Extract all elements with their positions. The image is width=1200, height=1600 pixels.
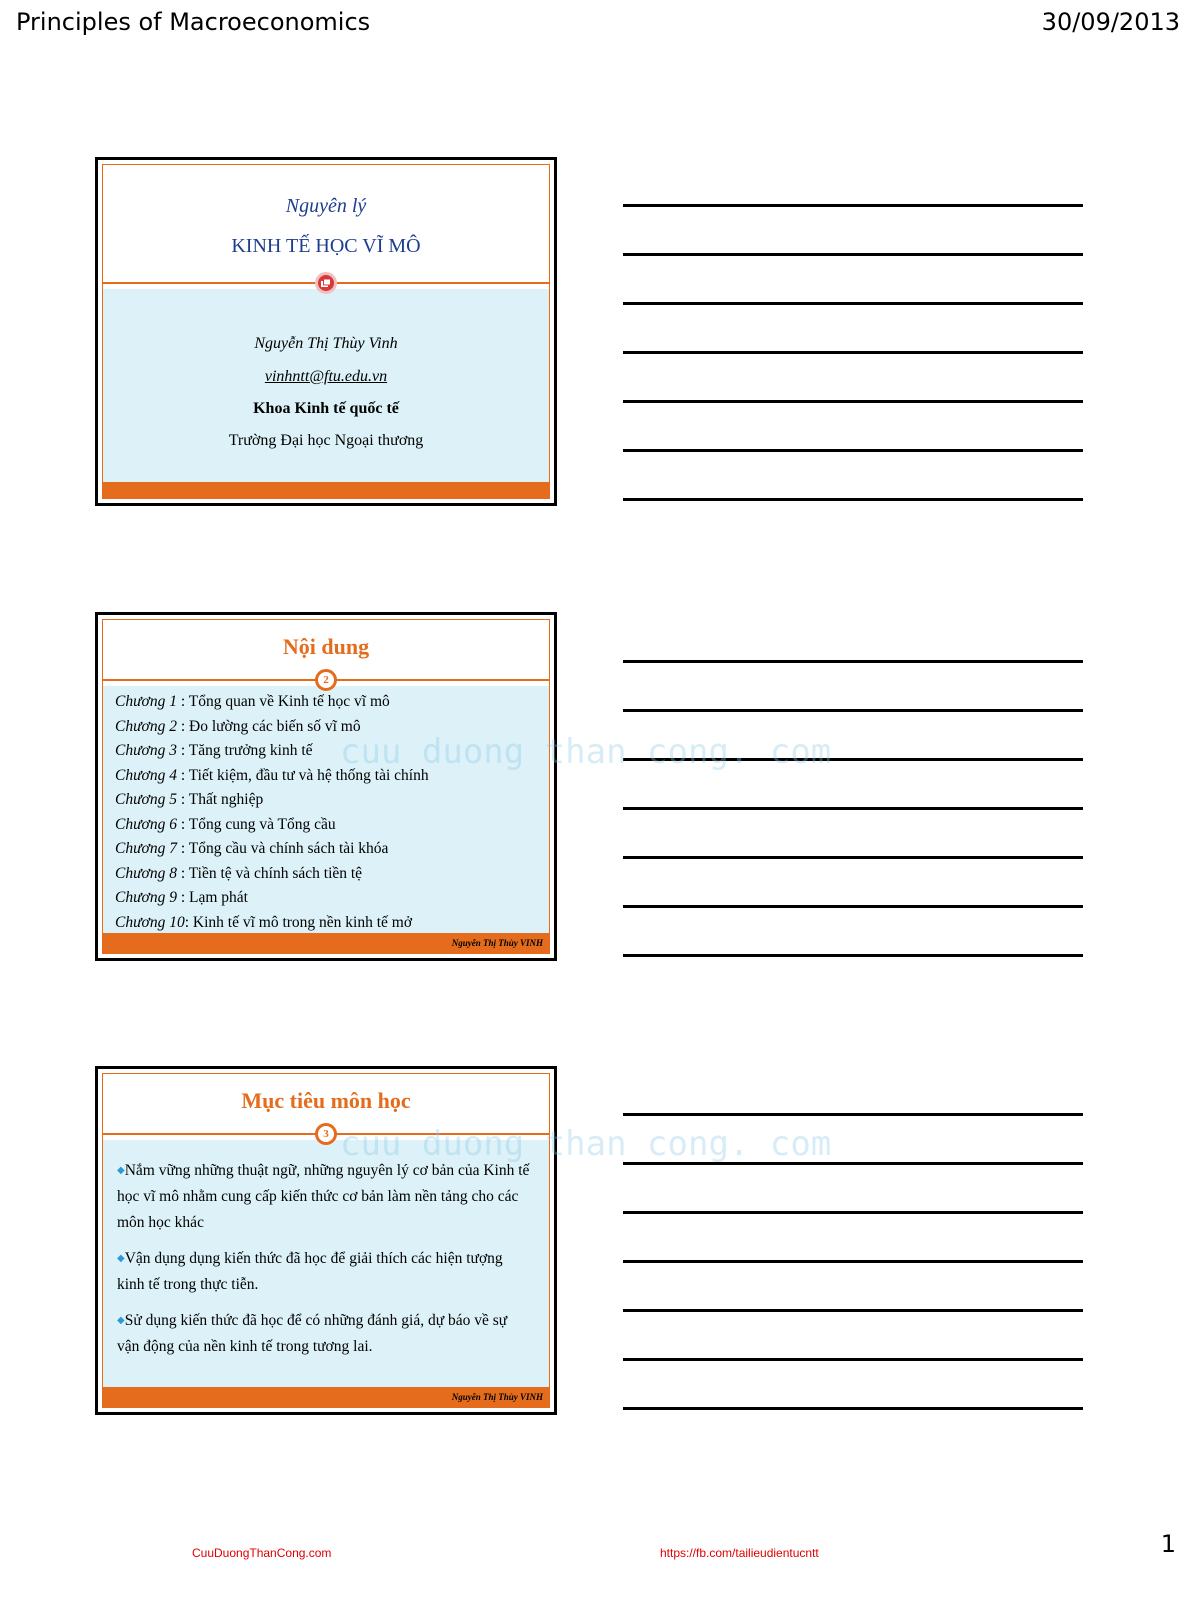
chapter-item [115, 813, 541, 838]
chapter-number: Chương 1 [115, 693, 177, 710]
chapter-separator: : [176, 742, 189, 759]
watermark: cuu duong than cong. com [340, 732, 832, 772]
chapter-separator: : [176, 766, 189, 784]
chapter-item [115, 837, 541, 862]
chapter-title: Kinh tế vĩ mô trong nền kinh tế mở [192, 913, 413, 931]
author-name: Nguyễn Thị Thùy Vinh [254, 335, 398, 352]
chapter-number: Chương 9 [115, 889, 177, 906]
chapter-title: Tổng cung và Tổng cầu [188, 815, 336, 833]
chapter-item [115, 764, 541, 789]
diamond-bullet-icon: ◆ [117, 1165, 125, 1176]
note-line [623, 1113, 1083, 1116]
chapter-title: Tổng cầu và chính sách tài khóa [188, 840, 389, 857]
chapter-item [115, 715, 541, 740]
note-line [623, 954, 1083, 957]
chapter-separator: : [176, 864, 189, 882]
page-header-date: 30/09/2013 [1041, 8, 1180, 36]
chapter-title: Đo lường các biến số vĩ mô [189, 717, 361, 735]
chapter-item [115, 886, 541, 911]
chapter-number: Chương 4 [115, 766, 177, 784]
chapter-item [115, 862, 541, 887]
note-line [623, 807, 1083, 810]
note-line [623, 1260, 1083, 1263]
objective-text: Sử dụng kiến thức đã học để có những đánh giá, dự báo về sự vận động của nền kinh tế trong tương lai. [117, 1312, 508, 1355]
page-header-title: Principles of Macroeconomics [16, 8, 371, 36]
chapter-title: Tăng trưởng kinh tế [188, 742, 313, 759]
slide-2-frame [102, 619, 550, 954]
note-line [623, 204, 1083, 207]
diamond-bullet-icon: ◆ [117, 1315, 125, 1326]
note-line [623, 1407, 1083, 1410]
objective-text: Vận dụng dụng kiến thức đã học để giải thích các hiện tượng kinh tế trong thực tiễn. [117, 1250, 503, 1293]
note-line [623, 253, 1083, 256]
chapter-number: Chương 5 [115, 791, 177, 808]
slide-number-badge: 3 [315, 1123, 337, 1145]
note-line [623, 660, 1083, 663]
note-line [623, 1358, 1083, 1361]
diamond-bullet-icon: ◆ [117, 1253, 125, 1264]
slide-number-badge: 2 [315, 669, 337, 691]
university: Trường Đại học Ngoại thương [228, 432, 424, 449]
note-line [623, 1211, 1083, 1214]
objective-text: Nắm vững những thuật ngữ, những nguyên lý cơ bản của Kinh tế học vĩ mô nhằm cung cấp kiến thức cơ bản làm nền tảng cho các môn học khác [117, 1162, 530, 1231]
slide-footer: Nguyễn Thị Thùy VINH [103, 1387, 549, 1407]
chapter-item [115, 739, 541, 764]
chapter-item [115, 911, 541, 936]
slide-2 [95, 612, 557, 961]
slide-footer: Nguyễn Thị Thùy VINH [103, 933, 549, 953]
chapter-item [115, 690, 541, 715]
chapter-title: Thất nghiệp [188, 791, 264, 808]
chapter-separator: : [176, 815, 189, 833]
note-line [623, 758, 1083, 761]
chapter-number: Chương 8 [115, 864, 177, 882]
chapter-separator: : [184, 913, 193, 931]
objective-item [117, 1308, 533, 1360]
slide-1 [95, 157, 557, 506]
chapter-number: Chương 7 [115, 840, 177, 857]
footer-link: https://fb.com/tailieudientucntt [660, 1546, 819, 1560]
slide-body [103, 289, 549, 498]
author-email: vinhntt@ftu.edu.vn [264, 368, 388, 385]
chapter-number: Chương 2 [115, 717, 177, 735]
note-line [623, 302, 1083, 305]
slides-icon [321, 279, 331, 288]
chapter-list [115, 690, 541, 935]
chapter-title: Tổng quan về Kinh tế học vĩ mô [188, 693, 390, 710]
slide-1-frame [102, 164, 550, 499]
objective-list [117, 1158, 533, 1370]
note-line [623, 351, 1083, 354]
note-line [623, 709, 1083, 712]
objective-item [117, 1158, 533, 1236]
chapter-title: Tiết kiệm, đầu tư và hệ thống tài chính [188, 766, 429, 784]
page-number: 1 [1160, 1530, 1176, 1558]
chapter-separator: : [176, 791, 189, 808]
chapter-separator: : [176, 889, 190, 906]
slide-icon [315, 272, 337, 294]
slide-title: Mục tiêu môn học [241, 1088, 411, 1113]
chapter-separator: : [176, 840, 189, 857]
slide-title: Nội dung [282, 634, 370, 659]
chapter-number: Chương 3 [115, 742, 177, 759]
note-line [623, 400, 1083, 403]
slide-3 [95, 1066, 557, 1415]
footer-site: CuuDuongThanCong.com [192, 1546, 332, 1560]
chapter-title: Tiền tệ và chính sách tiền tệ [188, 864, 363, 882]
chapter-item [115, 788, 541, 813]
note-line [623, 1309, 1083, 1312]
chapter-number: Chương 10 [115, 913, 185, 931]
note-line [623, 905, 1083, 908]
note-line [623, 856, 1083, 859]
note-line [623, 449, 1083, 452]
slide-bottom-bar [103, 482, 549, 498]
note-line [623, 1162, 1083, 1165]
watermark: cuu duong than cong. com [340, 1124, 832, 1164]
chapter-title: Lạm phát [189, 889, 248, 906]
slide-subtitle: Nguyên lý [285, 195, 367, 217]
department: Khoa Kinh tế quốc tế [253, 400, 399, 417]
chapter-separator: : [176, 693, 189, 710]
chapter-separator: : [176, 717, 190, 735]
note-line [623, 498, 1083, 501]
objective-item [117, 1246, 533, 1298]
slide-title: KINH TẾ HỌC VĨ MÔ [231, 235, 421, 257]
slide-3-frame [102, 1073, 550, 1408]
chapter-number: Chương 6 [115, 815, 177, 833]
